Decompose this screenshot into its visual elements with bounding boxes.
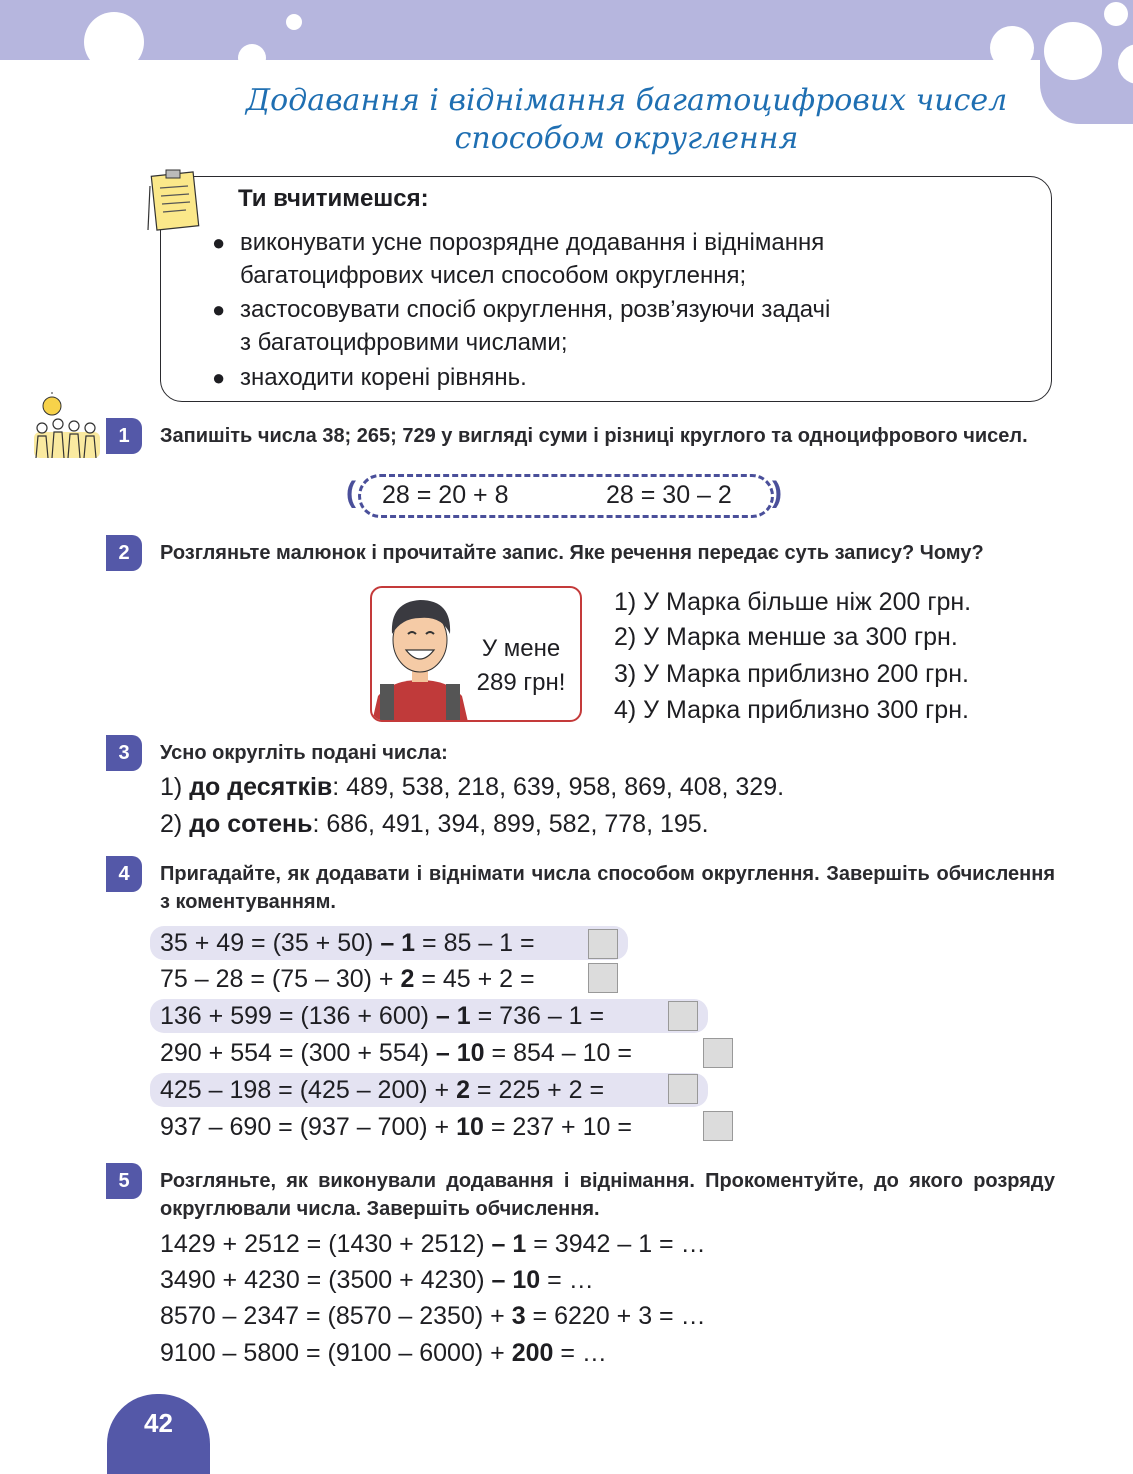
calc-correction: – 10 (435, 1039, 485, 1067)
calc-end: = 85 – 1 = (415, 929, 535, 957)
task-4-text: Пригадайте, як додавати і віднімати числа способом округлення. Завершіть обчислення з коментуванням. (160, 863, 1055, 913)
round-tens-values: : 489, 538, 218, 639, 958, 869, 408, 329. (332, 773, 785, 801)
goal-item (212, 361, 1012, 394)
paren-left: ( (346, 476, 356, 509)
decor-bubble (238, 44, 266, 72)
goal-text: знаходити корені рівнянь. (240, 364, 527, 391)
task-1-text: Запишіть числа 38; 265; 729 у вигляді суми і різниці круглого та одноцифрового чисел. (160, 425, 1028, 447)
calc-start: 3490 + 4230 = (3500 + 4230) (160, 1266, 492, 1294)
task-number-badge: 1 (106, 418, 142, 454)
example-difference: 28 = 30 – 2 (606, 481, 732, 509)
calc-line (160, 929, 535, 958)
calc-line (160, 1076, 604, 1105)
calc-start: 937 – 690 = (937 – 700) + (160, 1113, 457, 1141)
answer-box[interactable] (668, 1001, 698, 1031)
speech-text (460, 632, 582, 700)
calc-correction: 2 (456, 1076, 470, 1104)
calc-end: = 736 – 1 = (470, 1002, 605, 1030)
decor-bubble (1044, 22, 1102, 80)
calc-end: = 237 + 10 = (483, 1113, 632, 1141)
option-item: 2) У Марка менше за 300 грн. (614, 623, 958, 651)
header-band (0, 0, 1133, 60)
calc-correction: 2 (400, 965, 415, 993)
decor-bubble (1104, 2, 1128, 26)
line-prefix: 2) (160, 810, 183, 838)
example-sum: 28 = 20 + 8 (382, 481, 509, 509)
calc-end: = 225 + 2 = (469, 1076, 605, 1104)
calc-line (160, 1302, 706, 1331)
task-number-badge: 5 (106, 1163, 142, 1199)
answer-box[interactable] (588, 963, 618, 993)
calc-start: 8570 – 2347 = (8570 – 2350) + (160, 1302, 512, 1330)
calc-correction: – 10 (491, 1266, 541, 1294)
calc-end: = … (553, 1339, 607, 1367)
goal-text: застосовувати спосіб округлення, розв’язуючи задачі з багатоцифровими числами; (240, 296, 831, 356)
decor-bubble (286, 14, 302, 30)
group-work-icon (28, 392, 106, 466)
boy-card (370, 586, 582, 722)
boy-illustration (372, 588, 468, 722)
round-tens-line (160, 773, 784, 802)
round-tens-label: до десятків (189, 773, 333, 801)
calc-line (160, 1002, 604, 1031)
speech-line-2: 289 грн! (476, 669, 566, 696)
calc-end: = 854 – 10 = (484, 1039, 632, 1067)
option-item: 3) У Марка приблизно 200 грн. (614, 660, 969, 688)
calc-end: = 3942 – 1 = … (526, 1230, 706, 1258)
bullet-icon: ● (212, 230, 226, 255)
round-hundreds-values: : 686, 491, 394, 899, 582, 778, 195. (312, 810, 709, 838)
calc-start: 290 + 554 = (300 + 554) (160, 1039, 436, 1067)
note-icon (140, 166, 204, 232)
calc-start: 136 + 599 = (136 + 600) (160, 1002, 436, 1030)
calc-start: 425 – 198 = (425 – 200) + (160, 1076, 457, 1104)
calc-correction: – 1 (491, 1230, 527, 1258)
calc-end: = … (540, 1266, 594, 1294)
goals-heading: Ти вчитимешся: (238, 185, 429, 212)
task-3-text: Усно округліть подані числа: (160, 742, 448, 764)
option-item: 4) У Марка приблизно 300 грн. (614, 696, 969, 724)
round-hundreds-label: до сотень (189, 810, 313, 838)
calc-line (160, 1266, 594, 1295)
calc-correction: 200 (511, 1339, 554, 1367)
calc-end: = 45 + 2 = (414, 965, 535, 993)
round-hundreds-line (160, 810, 709, 839)
page-title (0, 82, 1133, 158)
task-number-badge: 4 (106, 856, 142, 892)
paren-right: ) (772, 476, 782, 509)
calc-start: 1429 + 2512 = (1430 + 2512) (160, 1230, 492, 1258)
option-item: 1) У Марка більше ніж 200 грн. (614, 588, 972, 616)
calc-line (160, 1339, 607, 1368)
goal-item (212, 293, 1012, 359)
goal-text: виконувати усне порозрядне додавання і віднімання багатоцифрових чисел способом округлення; (240, 229, 825, 289)
task-5-text: Розгляньте, як виконували додавання і віднімання. Прокоментуйте, до якого розряду округлювали числа. Завершіть обчислення. (160, 1170, 1055, 1220)
calc-line (160, 1039, 632, 1068)
speech-line-1: У мене (481, 635, 561, 662)
calc-line (160, 1113, 632, 1142)
calc-line (160, 965, 535, 994)
calc-correction: 10 (456, 1113, 484, 1141)
calc-start: 75 – 28 = (75 – 30) + (160, 965, 401, 993)
title-line-2: способом округлення (454, 121, 799, 156)
decor-bubble (990, 26, 1034, 70)
task-2-text: Розгляньте малюнок і прочитайте запис. Яке речення передає суть запису? Чому? (160, 542, 984, 564)
answer-box[interactable] (588, 929, 618, 959)
task-number-badge: 2 (106, 535, 142, 571)
calc-correction: – 1 (435, 1002, 471, 1030)
answer-box[interactable] (668, 1074, 698, 1104)
calc-start: 9100 – 5800 = (9100 – 6000) + (160, 1339, 512, 1367)
calc-end: = 6220 + 3 = … (525, 1302, 706, 1330)
calc-correction: – 1 (380, 929, 416, 957)
task-number-badge: 3 (106, 735, 142, 771)
title-line-1: Додавання і віднімання багатоцифрових чисел (245, 83, 1008, 118)
decor-bubble (84, 12, 144, 72)
answer-box[interactable] (703, 1038, 733, 1068)
bullet-icon: ● (212, 365, 226, 390)
goal-item (212, 226, 1012, 292)
line-prefix: 1) (160, 773, 183, 801)
calc-line (160, 1230, 706, 1259)
page-number: 42 (144, 1408, 173, 1438)
bullet-icon: ● (212, 297, 226, 322)
calc-correction: 3 (511, 1302, 526, 1330)
calc-start: 35 + 49 = (35 + 50) (160, 929, 381, 957)
answer-box[interactable] (703, 1111, 733, 1141)
